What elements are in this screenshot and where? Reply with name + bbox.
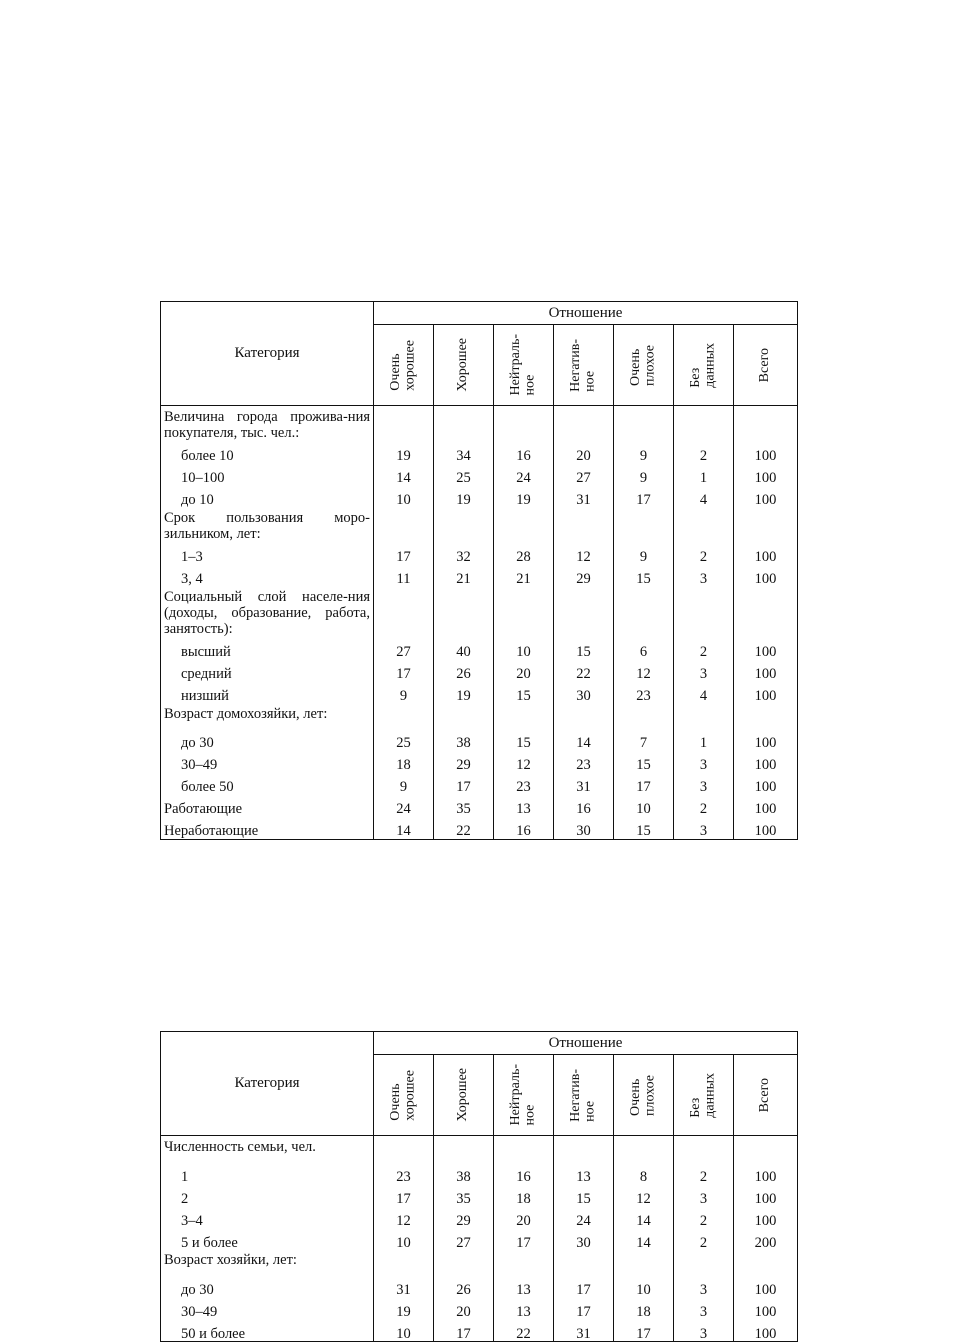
value-cell: 13 — [554, 1162, 614, 1184]
value-cell: 17 — [554, 1297, 614, 1319]
value-cell: 22 — [554, 660, 614, 682]
value-cell: 29 — [434, 1206, 494, 1228]
value-cell: 100 — [734, 729, 798, 751]
value-cell — [734, 704, 798, 729]
value-cell: 19 — [434, 682, 494, 704]
value-cell: 12 — [374, 1206, 434, 1228]
value-cell — [434, 1136, 494, 1163]
value-cell: 17 — [614, 486, 674, 508]
value-cell: 12 — [614, 1184, 674, 1206]
row-label: 10–100 — [161, 464, 374, 486]
column-header-label: Очень хорошее — [387, 1069, 418, 1121]
column-header-label: Очень плохое — [627, 344, 658, 386]
column-header-label: Без данных — [687, 342, 718, 388]
row-label: 5 и более — [161, 1228, 374, 1250]
value-cell: 3 — [674, 660, 734, 682]
table-row — [161, 660, 798, 682]
value-cell — [374, 406, 434, 442]
group-heading-row — [161, 1250, 798, 1275]
value-cell — [614, 1250, 674, 1275]
value-cell: 12 — [614, 660, 674, 682]
value-cell: 16 — [494, 817, 554, 840]
value-cell: 200 — [734, 1228, 798, 1250]
value-cell: 13 — [494, 1297, 554, 1319]
value-cell — [494, 1250, 554, 1275]
value-cell: 34 — [434, 442, 494, 464]
column-header-label: Нейтраль- ное — [507, 334, 538, 396]
column-header-label: Негатив- ное — [567, 338, 598, 392]
value-cell — [554, 1250, 614, 1275]
column-header — [494, 1055, 554, 1136]
value-cell — [614, 587, 674, 638]
column-header — [554, 1055, 614, 1136]
value-cell: 17 — [374, 660, 434, 682]
table-row — [161, 729, 798, 751]
table-row — [161, 1319, 798, 1342]
column-header — [494, 325, 554, 406]
value-cell: 19 — [434, 486, 494, 508]
row-label: до 30 — [161, 1275, 374, 1297]
category-header: Категория — [161, 1032, 374, 1136]
value-cell: 25 — [434, 464, 494, 486]
row-label: до 30 — [161, 729, 374, 751]
value-cell — [374, 1136, 434, 1163]
value-cell: 2 — [674, 442, 734, 464]
value-cell — [374, 508, 434, 543]
value-cell: 17 — [614, 773, 674, 795]
value-cell: 24 — [494, 464, 554, 486]
value-cell — [494, 1136, 554, 1163]
row-label: Социальный слой населе-ния (доходы, образование, работа, занятость): — [161, 587, 374, 638]
value-cell: 15 — [494, 682, 554, 704]
value-cell: 16 — [494, 1162, 554, 1184]
value-cell: 11 — [374, 565, 434, 587]
row-label: 1 — [161, 1162, 374, 1184]
value-cell: 14 — [374, 817, 434, 840]
value-cell: 3 — [674, 773, 734, 795]
value-cell — [434, 508, 494, 543]
row-label: до 10 — [161, 486, 374, 508]
value-cell: 27 — [434, 1228, 494, 1250]
value-cell: 100 — [734, 1319, 798, 1342]
value-cell: 9 — [374, 773, 434, 795]
attitude-group-header: Отношение — [374, 1032, 798, 1055]
row-label: Неработающие — [161, 817, 374, 840]
value-cell: 2 — [674, 638, 734, 660]
value-cell: 10 — [494, 638, 554, 660]
value-cell: 29 — [554, 565, 614, 587]
value-cell: 19 — [374, 442, 434, 464]
value-cell: 12 — [494, 751, 554, 773]
attitude-group-header: Отношение — [374, 302, 798, 325]
value-cell: 3 — [674, 1319, 734, 1342]
table-row — [161, 464, 798, 486]
row-label: 2 — [161, 1184, 374, 1206]
column-header-label: Очень плохое — [627, 1074, 658, 1116]
value-cell — [734, 508, 798, 543]
value-cell: 100 — [734, 1275, 798, 1297]
value-cell: 26 — [434, 660, 494, 682]
category-header: Категория — [161, 302, 374, 406]
value-cell: 100 — [734, 751, 798, 773]
value-cell: 100 — [734, 660, 798, 682]
value-cell: 23 — [614, 682, 674, 704]
table-row — [161, 1228, 798, 1250]
value-cell — [434, 406, 494, 442]
value-cell — [674, 587, 734, 638]
column-header-label: Всего — [757, 347, 773, 383]
value-cell: 15 — [614, 817, 674, 840]
value-cell: 4 — [674, 486, 734, 508]
table-body — [161, 406, 798, 840]
value-cell: 9 — [374, 682, 434, 704]
value-cell: 24 — [374, 795, 434, 817]
table-row — [161, 543, 798, 565]
value-cell: 18 — [494, 1184, 554, 1206]
row-label: средний — [161, 660, 374, 682]
table-row — [161, 486, 798, 508]
value-cell: 10 — [374, 1319, 434, 1342]
value-cell: 17 — [614, 1319, 674, 1342]
column-header-label: Хорошее — [455, 1068, 471, 1122]
value-cell — [554, 1136, 614, 1163]
value-cell: 100 — [734, 1162, 798, 1184]
value-cell: 23 — [554, 751, 614, 773]
row-label: Возраст домохозяйки, лет: — [161, 704, 374, 729]
value-cell: 100 — [734, 1206, 798, 1228]
value-cell: 14 — [614, 1228, 674, 1250]
value-cell: 10 — [614, 1275, 674, 1297]
value-cell: 15 — [614, 565, 674, 587]
row-label: 50 и более — [161, 1319, 374, 1342]
value-cell: 29 — [434, 751, 494, 773]
group-heading-row — [161, 587, 798, 638]
value-cell — [734, 1136, 798, 1163]
value-cell — [434, 704, 494, 729]
value-cell: 1 — [674, 729, 734, 751]
value-cell: 15 — [614, 751, 674, 773]
column-header — [614, 325, 674, 406]
value-cell: 14 — [374, 464, 434, 486]
column-header — [674, 325, 734, 406]
column-header-label: Без данных — [687, 1072, 718, 1118]
table-body — [161, 1136, 798, 1342]
group-heading-row — [161, 1136, 798, 1163]
table-row — [161, 1275, 798, 1297]
value-cell: 15 — [494, 729, 554, 751]
value-cell: 3 — [674, 565, 734, 587]
row-label: более 50 — [161, 773, 374, 795]
value-cell: 18 — [374, 751, 434, 773]
value-cell: 14 — [554, 729, 614, 751]
value-cell: 100 — [734, 795, 798, 817]
value-cell: 30 — [554, 817, 614, 840]
row-label: 1–3 — [161, 543, 374, 565]
value-cell — [494, 508, 554, 543]
value-cell: 100 — [734, 442, 798, 464]
value-cell: 21 — [434, 565, 494, 587]
value-cell — [494, 587, 554, 638]
value-cell: 32 — [434, 543, 494, 565]
value-cell — [734, 587, 798, 638]
row-label: 30–49 — [161, 751, 374, 773]
value-cell — [434, 587, 494, 638]
value-cell — [374, 1250, 434, 1275]
row-label: Срок пользования моро-зильником, лет: — [161, 508, 374, 543]
value-cell: 3 — [674, 817, 734, 840]
value-cell: 24 — [554, 1206, 614, 1228]
value-cell: 27 — [374, 638, 434, 660]
value-cell: 12 — [554, 543, 614, 565]
value-cell: 22 — [494, 1319, 554, 1342]
value-cell — [554, 406, 614, 442]
value-cell — [614, 704, 674, 729]
value-cell: 30 — [554, 682, 614, 704]
value-cell: 100 — [734, 1184, 798, 1206]
value-cell: 1 — [674, 464, 734, 486]
row-label: Работающие — [161, 795, 374, 817]
column-header — [734, 325, 798, 406]
column-header — [434, 325, 494, 406]
value-cell: 31 — [554, 1319, 614, 1342]
value-cell — [374, 587, 434, 638]
value-cell — [614, 406, 674, 442]
value-cell: 28 — [494, 543, 554, 565]
table-row — [161, 638, 798, 660]
value-cell: 21 — [494, 565, 554, 587]
value-cell: 23 — [374, 1162, 434, 1184]
column-header-label: Хорошее — [455, 338, 471, 392]
column-header — [614, 1055, 674, 1136]
value-cell: 100 — [734, 1297, 798, 1319]
value-cell: 100 — [734, 682, 798, 704]
value-cell: 15 — [554, 638, 614, 660]
value-cell: 3 — [674, 751, 734, 773]
value-cell: 23 — [494, 773, 554, 795]
value-cell: 13 — [494, 1275, 554, 1297]
value-cell — [614, 1136, 674, 1163]
value-cell: 31 — [374, 1275, 434, 1297]
value-cell: 3 — [674, 1184, 734, 1206]
value-cell: 19 — [494, 486, 554, 508]
value-cell: 2 — [674, 1206, 734, 1228]
value-cell: 2 — [674, 1162, 734, 1184]
value-cell: 100 — [734, 486, 798, 508]
column-header — [374, 325, 434, 406]
value-cell: 100 — [734, 543, 798, 565]
value-cell: 6 — [614, 638, 674, 660]
value-cell: 2 — [674, 795, 734, 817]
value-cell: 10 — [374, 486, 434, 508]
value-cell: 16 — [494, 442, 554, 464]
table-row — [161, 773, 798, 795]
row-label: Величина города прожива-ния покупателя, тыс. чел.: — [161, 406, 374, 442]
value-cell — [614, 508, 674, 543]
value-cell: 9 — [614, 543, 674, 565]
value-cell: 40 — [434, 638, 494, 660]
value-cell: 22 — [434, 817, 494, 840]
value-cell — [494, 704, 554, 729]
value-cell: 13 — [494, 795, 554, 817]
attitude-table-2 — [160, 1031, 798, 1342]
table-row — [161, 682, 798, 704]
value-cell: 7 — [614, 729, 674, 751]
value-cell: 31 — [554, 486, 614, 508]
value-cell: 100 — [734, 638, 798, 660]
table-row — [161, 442, 798, 464]
value-cell: 20 — [494, 1206, 554, 1228]
value-cell: 38 — [434, 1162, 494, 1184]
value-cell: 17 — [374, 1184, 434, 1206]
value-cell — [674, 1136, 734, 1163]
group-heading-row — [161, 508, 798, 543]
value-cell: 4 — [674, 682, 734, 704]
value-cell: 100 — [734, 464, 798, 486]
value-cell: 15 — [554, 1184, 614, 1206]
value-cell: 10 — [374, 1228, 434, 1250]
value-cell: 16 — [554, 795, 614, 817]
value-cell — [374, 704, 434, 729]
table-row — [161, 817, 798, 840]
value-cell — [734, 406, 798, 442]
column-header — [374, 1055, 434, 1136]
value-cell: 9 — [614, 442, 674, 464]
value-cell: 17 — [374, 543, 434, 565]
attitude-table-1 — [160, 301, 798, 840]
value-cell: 17 — [494, 1228, 554, 1250]
value-cell: 18 — [614, 1297, 674, 1319]
group-heading-row — [161, 406, 798, 442]
value-cell: 2 — [674, 543, 734, 565]
column-header — [734, 1055, 798, 1136]
column-header-label: Негатив- ное — [567, 1068, 598, 1122]
value-cell — [554, 704, 614, 729]
value-cell — [554, 508, 614, 543]
value-cell: 10 — [614, 795, 674, 817]
row-label: 3, 4 — [161, 565, 374, 587]
value-cell — [674, 406, 734, 442]
value-cell — [674, 1250, 734, 1275]
table-row — [161, 1162, 798, 1184]
value-cell: 27 — [554, 464, 614, 486]
value-cell: 38 — [434, 729, 494, 751]
value-cell — [734, 1250, 798, 1275]
value-cell: 100 — [734, 817, 798, 840]
value-cell: 30 — [554, 1228, 614, 1250]
value-cell: 20 — [554, 442, 614, 464]
group-heading-row — [161, 704, 798, 729]
column-header — [434, 1055, 494, 1136]
table-row — [161, 751, 798, 773]
value-cell: 19 — [374, 1297, 434, 1319]
value-cell: 20 — [494, 660, 554, 682]
value-cell: 35 — [434, 1184, 494, 1206]
value-cell: 17 — [554, 1275, 614, 1297]
row-label: низший — [161, 682, 374, 704]
value-cell: 100 — [734, 773, 798, 795]
value-cell: 35 — [434, 795, 494, 817]
column-header — [674, 1055, 734, 1136]
value-cell — [434, 1250, 494, 1275]
column-header-label: Нейтраль- ное — [507, 1064, 538, 1126]
column-header-label: Всего — [757, 1077, 773, 1113]
table-row — [161, 1184, 798, 1206]
column-header — [554, 325, 614, 406]
value-cell: 3 — [674, 1297, 734, 1319]
value-cell — [674, 704, 734, 729]
value-cell: 31 — [554, 773, 614, 795]
value-cell: 2 — [674, 1228, 734, 1250]
value-cell: 8 — [614, 1162, 674, 1184]
table-row — [161, 1297, 798, 1319]
table-row — [161, 565, 798, 587]
table-row — [161, 795, 798, 817]
row-label: 30–49 — [161, 1297, 374, 1319]
value-cell: 17 — [434, 1319, 494, 1342]
row-label: более 10 — [161, 442, 374, 464]
value-cell: 14 — [614, 1206, 674, 1228]
row-label: Возраст хозяйки, лет: — [161, 1250, 374, 1275]
column-header-label: Очень хорошее — [387, 339, 418, 391]
value-cell: 25 — [374, 729, 434, 751]
value-cell: 3 — [674, 1275, 734, 1297]
value-cell: 100 — [734, 565, 798, 587]
row-label: высший — [161, 638, 374, 660]
row-label: Численность семьи, чел. — [161, 1136, 374, 1163]
value-cell — [494, 406, 554, 442]
value-cell: 26 — [434, 1275, 494, 1297]
table-row — [161, 1206, 798, 1228]
value-cell: 17 — [434, 773, 494, 795]
value-cell: 9 — [614, 464, 674, 486]
value-cell — [554, 587, 614, 638]
value-cell — [674, 508, 734, 543]
row-label: 3–4 — [161, 1206, 374, 1228]
value-cell: 20 — [434, 1297, 494, 1319]
